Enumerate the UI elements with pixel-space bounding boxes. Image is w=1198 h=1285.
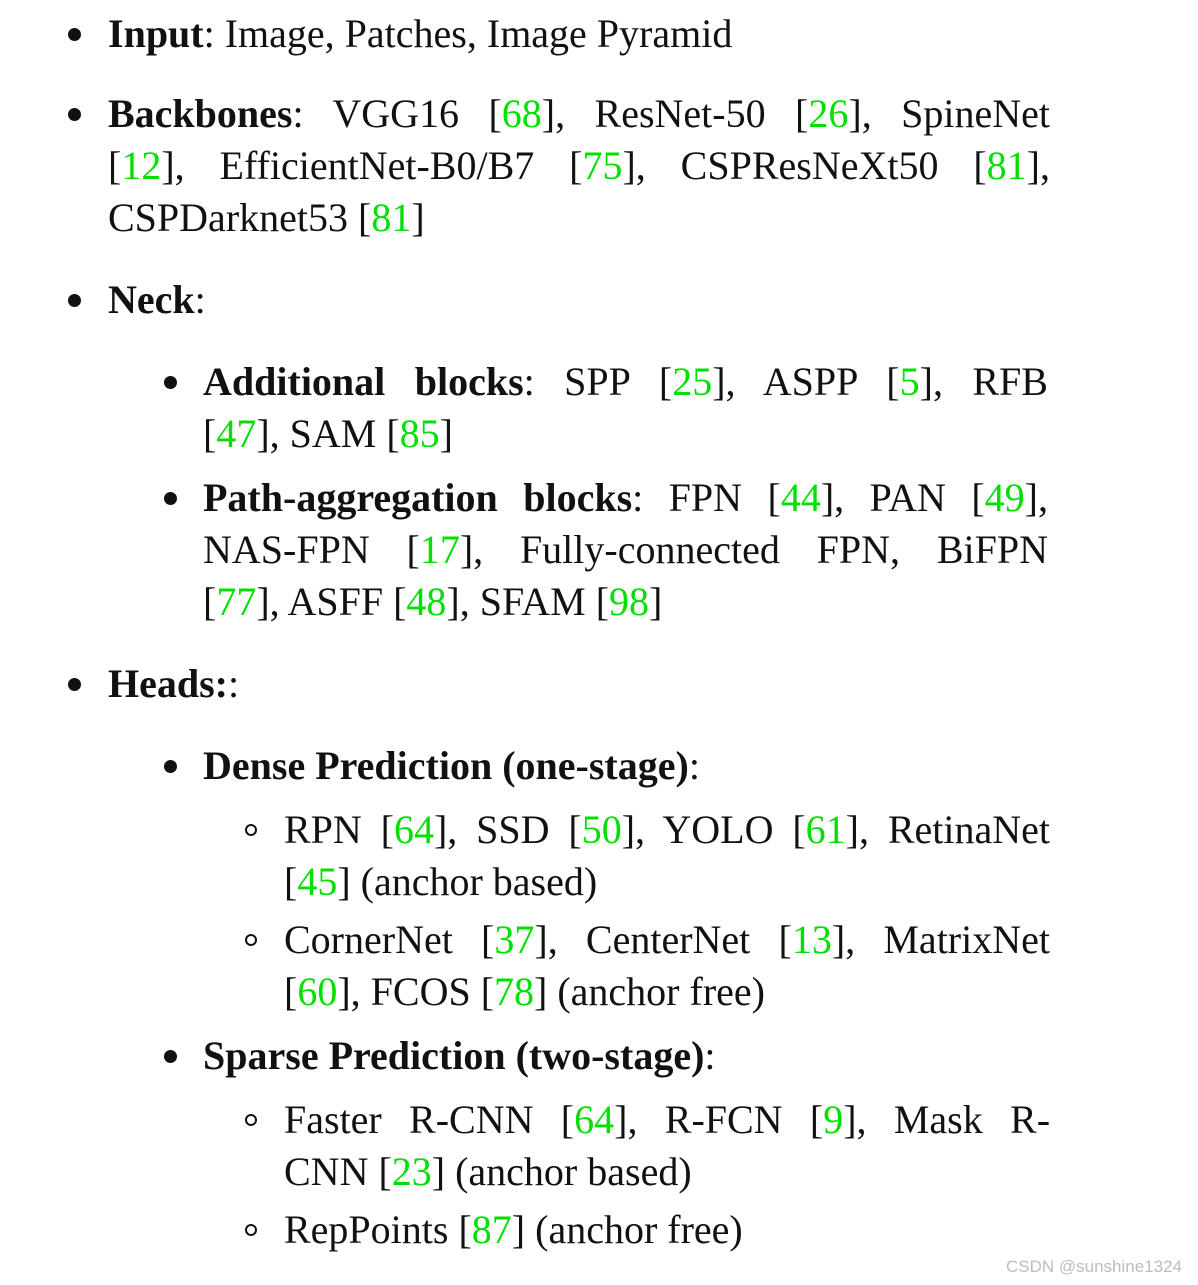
text: ], EfficientNet-B0/B7 [ [161, 143, 583, 188]
item-path-line3 [203, 576, 662, 628]
text: : [688, 743, 700, 788]
citation-link[interactable]: 78 [494, 969, 535, 1014]
item-path-line1 [203, 472, 1048, 524]
item-additional-line1 [203, 356, 1048, 408]
item-dense-b-line1 [284, 914, 1050, 966]
text: : [228, 661, 240, 706]
citation-link[interactable]: 25 [672, 359, 713, 404]
item-additional-line2 [203, 408, 453, 460]
text: ], MatrixNet [831, 917, 1050, 962]
text: NAS-FPN [ [203, 527, 420, 572]
text: : [194, 277, 206, 322]
citation-link[interactable]: 64 [393, 807, 434, 852]
bullet [164, 376, 177, 389]
item-text: : Image, Patches, Image Pyramid [203, 11, 733, 56]
citation-link[interactable]: 37 [494, 917, 535, 962]
text: ], Mask R- [843, 1097, 1051, 1142]
text: ], SpineNet [848, 91, 1051, 136]
text: [ [284, 859, 298, 904]
text: : FPN [ [632, 475, 781, 520]
item-dense-b-line2 [284, 966, 765, 1018]
citation-link[interactable]: 85 [399, 411, 440, 456]
item-label: Heads: [108, 661, 228, 706]
item-backbones-line2 [108, 140, 1050, 192]
item-backbones-line3 [108, 192, 425, 244]
text: ] [411, 195, 425, 240]
text: ], [1024, 475, 1048, 520]
item-label: Neck [108, 277, 195, 322]
circle-bullet [245, 824, 257, 836]
citation-link[interactable]: 45 [297, 859, 338, 904]
citation-link[interactable]: 61 [805, 807, 846, 852]
citation-link[interactable]: 12 [121, 143, 162, 188]
citation-link[interactable]: 64 [574, 1097, 615, 1142]
item-dense-a-line2 [284, 856, 597, 908]
bullet [164, 760, 177, 773]
item-backbones-line1 [108, 88, 1050, 140]
item-label: Additional blocks [203, 359, 524, 404]
citation-link[interactable]: 81 [986, 143, 1027, 188]
citation-link[interactable]: 81 [371, 195, 412, 240]
text: ] (anchor based) [337, 859, 598, 904]
item-label: Sparse Prediction (two-stage) [203, 1033, 705, 1078]
bullet [68, 108, 81, 121]
text: [ [108, 143, 122, 188]
bullet [164, 1050, 177, 1063]
item-neck [108, 274, 206, 326]
bullet [68, 678, 81, 691]
text: ], Fully-connected FPN, BiFPN [459, 527, 1048, 572]
item-dense [203, 740, 700, 792]
text: ], PAN [ [820, 475, 985, 520]
text: ], SAM [ [256, 411, 400, 456]
citation-link[interactable]: 48 [406, 579, 447, 624]
item-label: Dense Prediction (one-stage) [203, 743, 689, 788]
citation-link[interactable]: 77 [216, 579, 257, 624]
text: ], ASFF [ [256, 579, 407, 624]
circle-bullet [245, 934, 257, 946]
item-label: Input [108, 11, 204, 56]
text: ] (anchor based) [431, 1149, 692, 1194]
text: ], CenterNet [ [534, 917, 792, 962]
citation-link[interactable]: 26 [808, 91, 849, 136]
item-sparse-a-line2 [284, 1146, 692, 1198]
text: : [704, 1033, 716, 1078]
text: : VGG16 [ [292, 91, 502, 136]
citation-link[interactable]: 13 [791, 917, 832, 962]
text: ], RetinaNet [845, 807, 1050, 852]
item-heads [108, 658, 239, 710]
text: CNN [ [284, 1149, 392, 1194]
citation-link[interactable]: 23 [391, 1149, 432, 1194]
text: ], CSPResNeXt50 [ [622, 143, 987, 188]
citation-link[interactable]: 75 [582, 143, 623, 188]
bullet [68, 294, 81, 307]
item-path-line2 [203, 524, 1048, 576]
text: ], ResNet-50 [ [541, 91, 809, 136]
text: Faster R-CNN [ [284, 1097, 575, 1142]
item-dense-a-line1 [284, 804, 1050, 856]
text: [ [284, 969, 298, 1014]
item-sparse-b-line1 [284, 1204, 743, 1256]
bullet [68, 28, 81, 41]
item-label: Backbones [108, 91, 293, 136]
bullet [164, 492, 177, 505]
citation-link[interactable]: 87 [471, 1207, 512, 1252]
text: ] [439, 411, 453, 456]
citation-link[interactable]: 98 [609, 579, 650, 624]
text: CSPDarknet53 [ [108, 195, 372, 240]
text: ], [1026, 143, 1050, 188]
text: [ [203, 579, 217, 624]
citation-link[interactable]: 68 [501, 91, 542, 136]
text: RPN [ [284, 807, 394, 852]
text: ], SSD [ [433, 807, 582, 852]
citation-link[interactable]: 44 [780, 475, 821, 520]
text: ], RFB [919, 359, 1048, 404]
citation-link[interactable]: 17 [419, 527, 460, 572]
text: ] [649, 579, 663, 624]
text: [ [203, 411, 217, 456]
citation-link[interactable]: 49 [984, 475, 1025, 520]
item-label: Path-aggregation blocks [203, 475, 633, 520]
citation-link[interactable]: 50 [581, 807, 622, 852]
citation-link[interactable]: 47 [216, 411, 257, 456]
circle-bullet [245, 1114, 257, 1126]
item-input [108, 8, 732, 60]
text: ], R-FCN [ [614, 1097, 824, 1142]
text: ], FCOS [ [337, 969, 495, 1014]
text: ], SFAM [ [446, 579, 610, 624]
item-sparse [203, 1030, 716, 1082]
text: RepPoints [ [284, 1207, 472, 1252]
text: ], ASPP [ [712, 359, 900, 404]
text: ] (anchor free) [511, 1207, 743, 1252]
text: ] (anchor free) [534, 969, 765, 1014]
citation-link[interactable]: 5 [899, 359, 920, 404]
text: : SPP [ [523, 359, 673, 404]
item-sparse-a-line1 [284, 1094, 1050, 1146]
citation-link[interactable]: 9 [823, 1097, 844, 1142]
text: CornerNet [ [284, 917, 495, 962]
circle-bullet [245, 1224, 257, 1236]
citation-link[interactable]: 60 [297, 969, 338, 1014]
text: ], YOLO [ [621, 807, 806, 852]
watermark: CSDN @sunshine1324 [1005, 1257, 1182, 1276]
